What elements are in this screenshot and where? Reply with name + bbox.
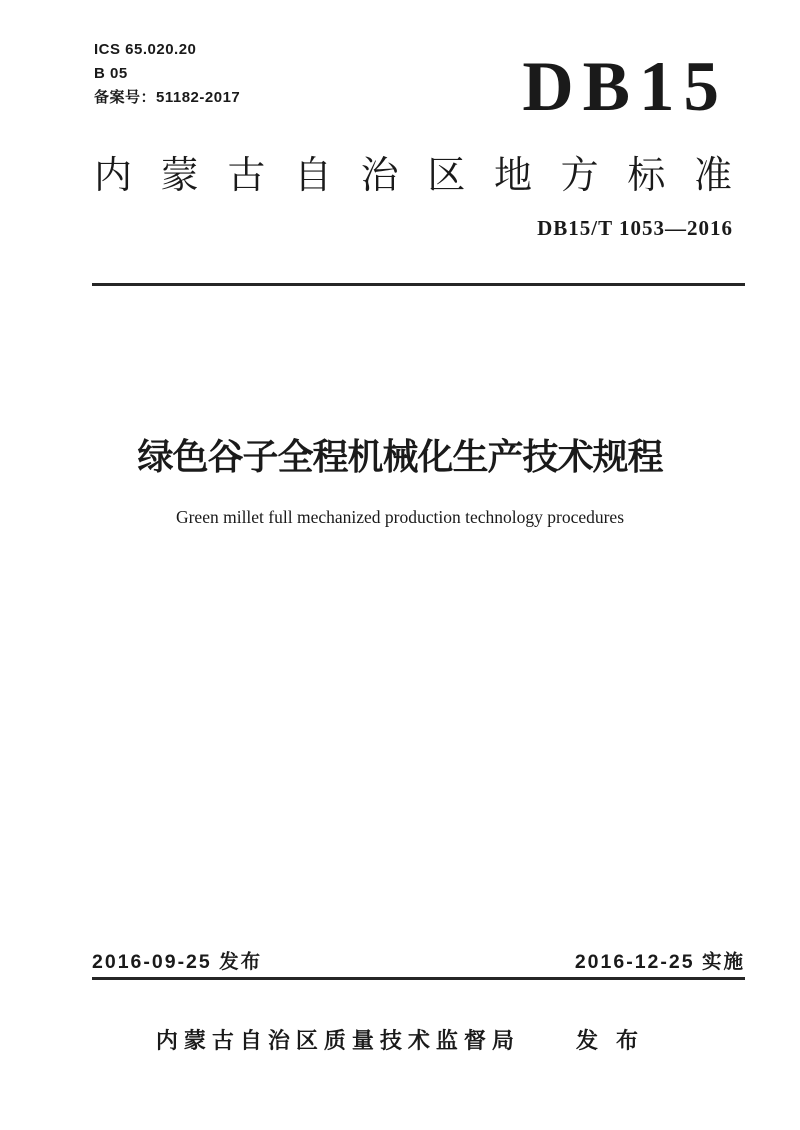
ics-code: ICS 65.020.20 — [94, 41, 197, 58]
issuing-authority: 内蒙古自治区质量技术监督局 — [155, 1028, 520, 1053]
implementation-date: 2016-12-25 实施 — [574, 951, 745, 973]
classification-code: B 05 — [94, 65, 128, 82]
record-number: 备案号：51182-2017 — [94, 89, 241, 106]
standard-number: DB15/T 1053—2016 — [537, 216, 733, 240]
issue-date: 2016-09-25 发布 — [92, 951, 263, 973]
publisher-row — [0, 1028, 800, 1054]
publish-label: 发 布 — [575, 1028, 645, 1053]
dates-row — [92, 950, 745, 975]
document-title-en: Green millet full mechanized production technology procedures — [175, 507, 625, 527]
header-meta-block — [94, 38, 240, 110]
document-title-cn: 绿色谷子全程机械化生产技术规程 — [137, 436, 663, 477]
footer-rule — [92, 977, 745, 980]
standard-category-title: 内蒙古自治区地方标准 — [94, 155, 732, 197]
db15-logo: DB15 — [522, 48, 728, 126]
header-rule — [92, 283, 745, 286]
